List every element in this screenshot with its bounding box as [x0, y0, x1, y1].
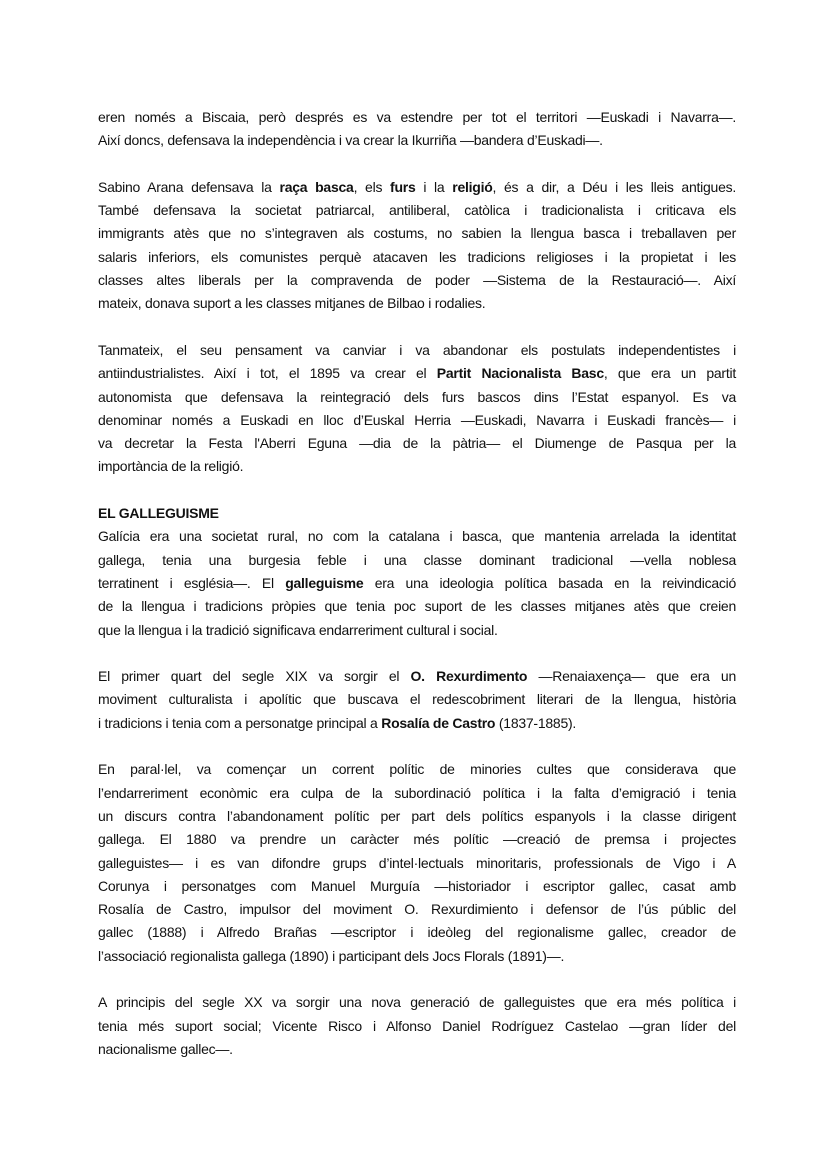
paragraph [98, 991, 736, 1061]
text-line [98, 246, 736, 269]
text-line [98, 129, 736, 152]
text-line [98, 688, 736, 711]
text-line [98, 898, 736, 921]
paragraph [98, 176, 736, 316]
bold-text: galleguisme [285, 574, 364, 591]
text-segment: gallec (1888) i Alfredo Brañas —escriptor i ideòleg del regionalisme gallec, creador de [98, 924, 736, 941]
paragraph [98, 106, 736, 153]
bold-text: furs [390, 178, 416, 195]
text-line [98, 758, 736, 781]
text-segment: immigrants atès que no s’integraven als costums, no sabien la llengua basca i treballaven per [98, 225, 736, 242]
text-line [98, 525, 736, 548]
text-segment: l’associació regionalista gallega (1890) i participant dels Jocs Florals (1891)—. [98, 947, 565, 964]
text-line [98, 362, 736, 385]
text-line [98, 665, 736, 688]
section-heading [98, 502, 736, 525]
text-segment: EL GALLEGUISME [98, 505, 219, 522]
text-segment: i la [415, 178, 453, 195]
text-segment: Corunya i personatges com Manuel Murguía —historiador i escriptor gallec, casat amb [98, 877, 736, 894]
text-segment: moviment culturalista i apolític que buscava el redescobriment literari de la llengua, història [98, 691, 736, 708]
text-segment: un discurs contra l’abandonament polític per part dels polítics espanyols i la classe dirigent [98, 807, 736, 824]
text-segment: antiindustrialistes. Així i tot, el 1895 va crear el [98, 365, 437, 382]
text-segment: terratinent i església—. El [98, 574, 286, 591]
text-line [98, 782, 736, 805]
text-line [98, 409, 736, 432]
bold-text: O. Rexurdimento [410, 668, 528, 685]
text-segment: També defensava la societat patriarcal, antiliberal, catòlica i tradicionalista i criticava els [98, 202, 736, 219]
text-line [98, 921, 736, 944]
text-segment: tenia més suport social; Vicente Risco i Alfonso Daniel Rodríguez Castelao —gran líder del [98, 1017, 736, 1034]
text-segment: —Renaiaxença— que era un [527, 668, 737, 685]
text-line [98, 1015, 736, 1038]
text-segment: gallega. El 1880 va prendre un caràcter més polític —creació de premsa i projectes [98, 831, 736, 848]
text-line [98, 572, 736, 595]
text-line [98, 292, 736, 315]
text-line [98, 549, 736, 572]
text-segment: (1837-1885). [495, 714, 577, 731]
text-segment: era una ideologia política basada en la reivindicació [363, 574, 736, 591]
text-segment: Sabino Arana defensava la [98, 178, 280, 195]
text-line [98, 1038, 736, 1061]
text-line [98, 502, 736, 525]
text-segment: , els [353, 178, 391, 195]
text-segment: que la llengua i la tradició significava endarreriment cultural i social. [98, 621, 498, 638]
text-line [98, 712, 736, 735]
text-line [98, 805, 736, 828]
text-segment: galleguistes— i es van difondre grups d’intel·lectuals minoritaris, professionals de Vigo i A [98, 854, 736, 871]
text-line [98, 945, 736, 968]
text-line [98, 222, 736, 245]
text-segment: Galícia era una societat rural, no com la catalana i basca, que mantenia arrelada la identitat [98, 528, 736, 545]
paragraph [98, 339, 736, 479]
text-segment: importància de la religió. [98, 458, 244, 475]
bold-text: religió [452, 178, 493, 195]
text-segment: autonomista que defensava la reintegració dels furs bascos dins l’Estat espanyol. Es va [98, 388, 736, 405]
paragraph [98, 525, 736, 641]
text-line [98, 176, 736, 199]
text-segment: Així doncs, defensava la independència i va crear la Ikurriña —bandera d’Euskadi—. [98, 132, 603, 149]
text-line [98, 106, 736, 129]
text-segment: A principis del segle XX va sorgir una nova generació de galleguistes que era més política i [98, 994, 736, 1011]
text-line [98, 852, 736, 875]
text-segment: gallega, tenia una burgesia feble i una classe dominant tradicional —vella noblesa [98, 551, 736, 568]
text-segment: denominar només a Euskadi en lloc d’Euskal Herria —Euskadi, Navarra i Euskadi francès— i [98, 411, 736, 428]
text-segment: En paral·lel, va començar un corrent polític de minories cultes que considerava que [98, 761, 736, 778]
text-line [98, 199, 736, 222]
document-page [98, 106, 736, 1084]
text-segment: de la llengua i tradicions pròpies que tenia poc suport de les classes mitjanes atès que creien [98, 598, 736, 615]
bold-text: raça basca [279, 178, 354, 195]
paragraph [98, 665, 736, 735]
bold-text: Partit Nacionalista Basc [436, 365, 604, 382]
text-segment: eren només a Biscaia, però després es va estendre per tot el territori —Euskadi i Navarra—. [98, 109, 736, 125]
text-segment: i tradicions i tenia com a personatge principal a [98, 714, 382, 731]
text-line [98, 269, 736, 292]
text-line [98, 455, 736, 478]
text-line [98, 991, 736, 1014]
text-segment: mateix, donava suport a les classes mitjanes de Bilbao i rodalies. [98, 295, 486, 312]
text-segment: l’endarreriment econòmic era culpa de la subordinació política i la falta d’emigració i tenia [98, 784, 736, 801]
text-segment: , que era un partit [603, 365, 736, 382]
text-line [98, 619, 736, 642]
paragraph [98, 758, 736, 968]
bold-text: Rosalía de Castro [381, 714, 496, 731]
text-segment: classes altes liberals per la compravenda de poder —Sistema de la Restauració—. Així [98, 272, 736, 289]
text-segment: Rosalía de Castro, impulsor del moviment O. Rexurdimiento i defensor de l’ús públic del [98, 901, 736, 918]
text-line [98, 875, 736, 898]
text-line [98, 828, 736, 851]
text-line [98, 595, 736, 618]
text-segment: nacionalisme gallec—. [98, 1040, 233, 1057]
text-segment: salaris inferiors, els comunistes perquè atacaven les tradicions religioses i la propietat i les [98, 248, 736, 265]
text-line [98, 432, 736, 455]
text-segment: Tanmateix, el seu pensament va canviar i va abandonar els postulats independentistes i [98, 341, 736, 358]
text-segment: va decretar la Festa l'Aberri Eguna —dia de la pàtria— el Diumenge de Pasqua per la [98, 435, 736, 452]
text-segment: El primer quart del segle XIX va sorgir el [98, 668, 411, 685]
text-line [98, 386, 736, 409]
text-line [98, 339, 736, 362]
text-segment: , és a dir, a Déu i les lleis antigues. [492, 178, 737, 195]
